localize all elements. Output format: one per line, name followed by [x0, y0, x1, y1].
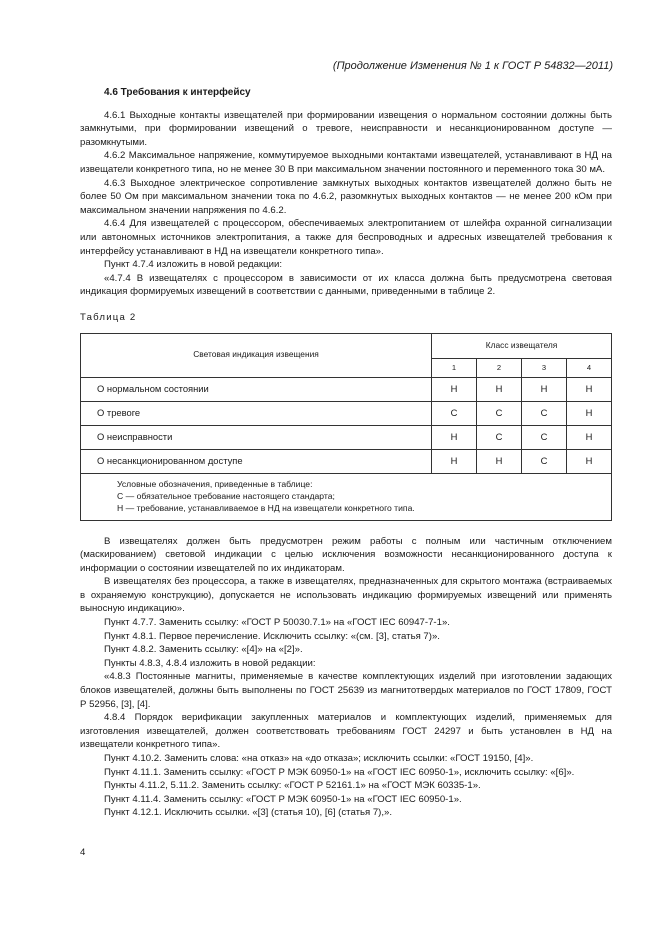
table-cell: С: [477, 425, 522, 449]
paragraph: Пункт 4.10.2. Заменить слова: «на отказ» на «до отказа»; исключить ссылки: «ГОСТ 19150, [4]».: [104, 753, 534, 764]
table-cell: Н: [567, 449, 612, 473]
paragraph-4-6-3: 4.6.3 Выходное электрическое сопротивление замкнутых выходных контактов извещателей должно быть не более 50 Ом при максимальном значении тока по 4.6.2, разомкнутых выходных контактов — не менее 200 кОм при максимальном значении напряжения по 4.6.2.: [80, 177, 612, 216]
table-cell: Н: [477, 449, 522, 473]
table-note-line: Н — требование, устанавливаемое в НД на извещатели конкретного типа.: [117, 502, 415, 513]
table-row: [81, 401, 612, 425]
table-row: [81, 377, 612, 401]
paragraph-4-6-2: 4.6.2 Максимальное напряжение, коммутируемое выходными контактами извещателей, устанавливают в НД на извещатели конкретного типа, но не менее 30 В при максимальном значении постоянного и переменного тока 30 мА.: [80, 150, 612, 175]
table-caption: Таблица 2: [80, 311, 137, 323]
paragraph: Пункт 4.11.1. Заменить ссылку: «ГОСТ Р МЭК 60950-1» на «ГОСТ IEC 60950-1», исключить ссылку: «[6]».: [104, 766, 575, 778]
paragraph: Пункт 4.12.1. Исключить ссылки. «[3] (статья 10), [6] (статья 7),».: [104, 807, 393, 819]
table-cell: С: [522, 425, 567, 449]
table-cell: С: [477, 401, 522, 425]
table-cell: С: [432, 401, 477, 425]
paragraph: Пункт 4.8.2. Заменить ссылку: «[4]» на «[2]».: [104, 644, 303, 656]
page-number: 4: [80, 847, 86, 858]
paragraph: 4.8.4 Порядок верификации закупленных материалов и комплектующих изделий, применяемых для изготовления извещателей, должен соответствовать требованиям ГОСТ 24297 и быть установлен в НД на извещатели конкретного типа».: [80, 712, 612, 751]
table-note-line: С — обязательное требование настоящего стандарта;: [117, 490, 335, 501]
table-cell: Н: [567, 401, 612, 425]
paragraph-4-6-4: 4.6.4 Для извещателей с процессором, обеспечиваемых электропитанием от шлейфа охранной сигнализации или автономных источников электропитания, а также для беспроводных и адресных извещателей требования к интерфейсу устанавливают в НД на извещатели конкретного типа».: [80, 218, 612, 257]
paragraph: В извещателях должен быть предусмотрен режим работы с полным или частичным отключением (маскированием) световой индикации с целью исключения возможности несанкционированного доступа к информации о состоянии извещателей по их индикаторам.: [80, 535, 612, 574]
paragraph: Пункт 4.8.1. Первое перечисление. Исключить ссылку: «(см. [3], статья 7)».: [104, 630, 440, 642]
table-cell: С: [522, 401, 567, 425]
paragraph: «4.8.3 Постоянные магниты, применяемые в качестве комплектующих изделий при изготовлении задающих блоков извещателей, должны быть выполнены по ГОСТ 25639 из магнитотвердых материалов по ГОСТ 17809, ГОСТ Р 52956, [3], [4].: [80, 671, 612, 710]
page-header: (Продолжение Изменения № 1 к ГОСТ Р 54832—2011): [332, 60, 613, 72]
table-cell: С: [522, 449, 567, 473]
table-cell: Н: [432, 449, 477, 473]
table-notes: [81, 473, 612, 520]
section-title: 4.6 Требования к интерфейсу: [104, 87, 251, 98]
table-row-label: О тревоге: [81, 401, 432, 425]
paragraph-4-7-4: «4.7.4 В извещателях с процессором в зависимости от их класса должна быть предусмотрена световая индикация формируемых извещений в соответствии с данными, приведенными в таблице 2.: [80, 272, 612, 298]
table-class-3: 3: [522, 358, 567, 377]
table-row-label: О нормальном состоянии: [81, 377, 432, 401]
table-class-4: 4: [567, 358, 612, 377]
table-row-label: О неисправности: [81, 425, 432, 449]
paragraph: Пункт 4.7.7. Заменить ссылку: «ГОСТ Р 50030.7.1» на «ГОСТ IEC 60947-7-1».: [104, 617, 450, 629]
paragraph-4-6-1: 4.6.1 Выходные контакты извещателей при формировании извещения о нормальном состоянии должны быть замкнутыми, при формировании извещений о тревоге, неисправности и несанкционированном доступе — разомкнутыми.: [80, 109, 612, 148]
document-body: [80, 82, 612, 820]
table-group-header: Класс извещателя: [432, 333, 612, 358]
table-class-2: 2: [477, 358, 522, 377]
table-row-label: О несанкционированном доступе: [81, 449, 432, 473]
table-class-1: 1: [432, 358, 477, 377]
table-cell: Н: [522, 377, 567, 401]
paragraph: Пункты 4.8.3, 4.8.4 изложить в новой редакции:: [104, 657, 316, 669]
paragraph: Пункты 4.11.2, 5.11.2. Заменить ссылку: «ГОСТ Р 52161.1» на «ГОСТ МЭК 60335-1».: [104, 780, 481, 792]
after-table-text: [80, 535, 612, 820]
table-note-line: Условные обозначения, приведенные в таблице:: [117, 478, 313, 489]
table-notes-row: [81, 473, 612, 520]
indication-table: [80, 333, 612, 521]
table-row: [81, 425, 612, 449]
table-cell: Н: [567, 425, 612, 449]
paragraph: В извещателях без процессора, а также в извещателях, предназначенных для скрытого монтажа (встраиваемых в охраняемую конструкцию), допускается не использовать индикацию формируемых извещений или применять выносную индикацию».: [80, 576, 612, 615]
table-cell: Н: [432, 377, 477, 401]
table-cell: Н: [432, 425, 477, 449]
table-cell: Н: [567, 377, 612, 401]
table-cell: Н: [477, 377, 522, 401]
paragraph-instruction-4-7-4: Пункт 4.7.4 изложить в новой редакции:: [104, 259, 282, 271]
table-row: [81, 449, 612, 473]
paragraph: Пункт 4.11.4. Заменить ссылку: «ГОСТ Р МЭК 60950-1» на «ГОСТ IEC 60950-1».: [104, 793, 462, 805]
table-col-header: Световая индикация извещения: [81, 333, 432, 377]
